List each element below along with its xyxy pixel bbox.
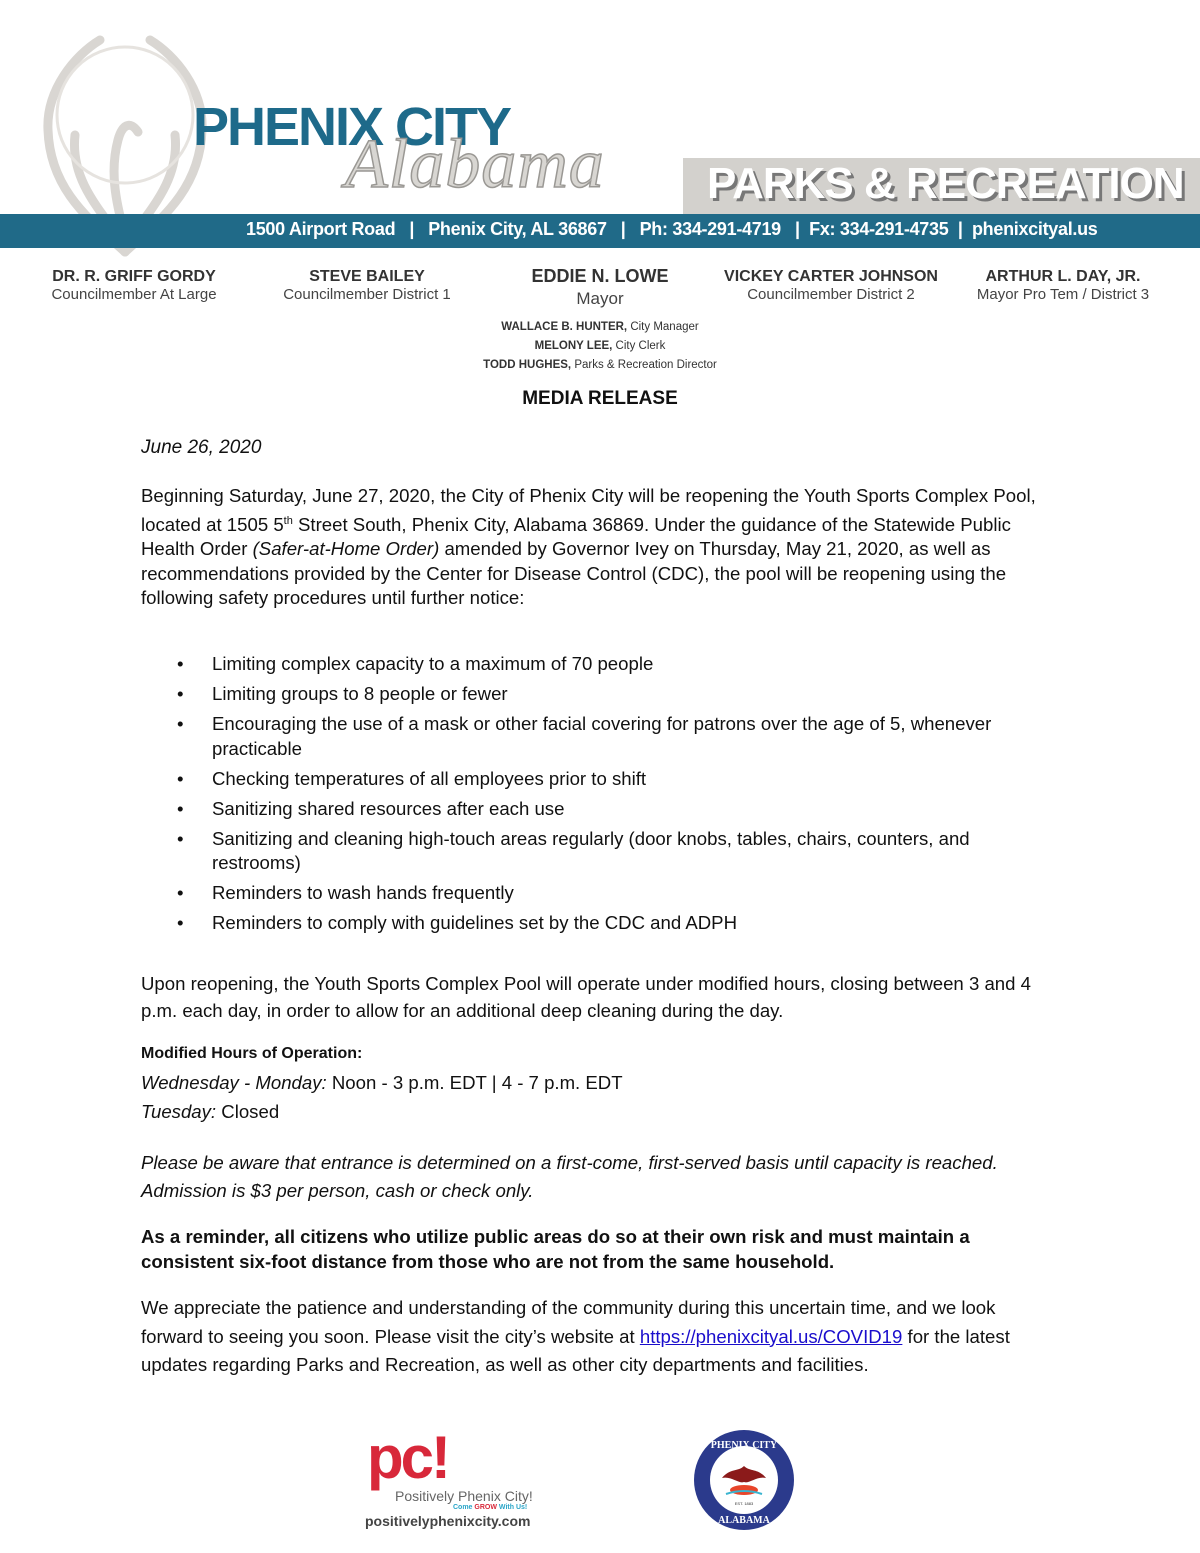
mayor-name: EDDIE N. LOWE (531, 266, 669, 286)
positively-phenix-city-logo (365, 1424, 565, 1538)
mayor-title: Mayor (576, 289, 624, 308)
official-mayor (490, 266, 710, 309)
pc-tagline: Positively Phenix City! (395, 1488, 533, 1504)
official-title: Councilmember District 1 (283, 286, 451, 303)
seal-est-text: EST. 1883 (734, 1501, 754, 1506)
official-title: Mayor Pro Tem / District 3 (976, 286, 1150, 303)
seal-bottom-text: ALABAMA (718, 1515, 770, 1526)
brand-state: Alabama (345, 126, 605, 203)
official-gordy (24, 268, 244, 303)
staff-item: TODD HUGHES, Parks & Recreation Director (483, 359, 717, 371)
hours-row: Wednesday - Monday: Noon - 3 p.m. EDT | 4 - 7 p.m. EDT (141, 1072, 623, 1093)
covid19-link[interactable]: https://phenixcityal.us/COVID19 (639, 1325, 903, 1347)
department-name: PARKS & RECREATION (707, 159, 1184, 208)
safety-procedures-list (141, 652, 1061, 941)
admission-note: Please be aware that entrance is determined on a first-come, first-served basis until capacity is reached. Admission is $3 per person, cash or check only. (141, 1152, 998, 1201)
hours-heading: Modified Hours of Operation: (141, 1045, 363, 1062)
release-date: June 26, 2020 (141, 437, 262, 458)
staff-item: MELONY LEE, City Clerk (534, 340, 666, 352)
official-name: VICKEY CARTER JOHNSON (724, 268, 938, 285)
official-name: STEVE BAILEY (309, 268, 425, 285)
distance-reminder: As a reminder, all citizens who utilize public areas do so at their own risk and must maintain a consistent six-foot distance from those who are not from the same household. (141, 1226, 970, 1272)
list-item: • Limiting complex capacity to a maximum of 70 people (141, 652, 1061, 677)
brand-name: PHENIX CITY (193, 97, 511, 157)
list-item: • Checking temperatures of all employees prior to shift (141, 767, 1061, 792)
closing-paragraph: We appreciate the patience and understanding of the community during this uncertain time, and we look forward to seeing you soon. Please visit the city’s website at https://phenixcityal.us/COVID19 for the latest updates regarding Parks and Recreation, as well as other city departments and facilities. (141, 1297, 1010, 1375)
official-day (953, 268, 1173, 303)
list-item: • Sanitizing shared resources after each use (141, 797, 1061, 822)
list-item: • Encouraging the use of a mask or other facial covering for patrons over the age of 5, whenever practicable (141, 712, 1061, 761)
release-heading: MEDIA RELEASE (522, 388, 678, 409)
official-title: Councilmember At Large (51, 286, 217, 303)
list-item: • Sanitizing and cleaning high-touch areas regularly (door knobs, tables, chairs, counters, and restrooms) (141, 827, 1061, 876)
intro-paragraph: Beginning Saturday, June 27, 2020, the City of Phenix City will be reopening the Youth Sports Complex Pool, located at 1505 5th Street South, Phenix City, Alabama 36869. Under the guidance of the Statewide Public Health Order (Safer-at-Home Order) amended by Governor Ivey on Thursday, May 21, 2020, as well as recommendations provided by the Center for Disease Control (CDC), the pool will be reopening using the following safety procedures until further notice: (141, 485, 1036, 609)
official-title: Councilmember District 2 (747, 286, 915, 303)
official-name: DR. R. GRIFF GORDY (52, 268, 216, 285)
official-johnson (721, 268, 941, 303)
seal-top-text: PHENIX CITY (710, 1440, 778, 1451)
pc-url: positivelyphenixcity.com (365, 1513, 531, 1529)
pc-subtagline: Come GROW With Us! (453, 1504, 528, 1511)
staff-list (440, 318, 760, 375)
official-name: ARTHUR L. DAY, JR. (985, 268, 1141, 285)
list-item: • Reminders to comply with guidelines set by the CDC and ADPH (141, 911, 1061, 936)
list-item: • Reminders to wash hands frequently (141, 881, 1061, 906)
hours-row: Tuesday: Closed (141, 1101, 280, 1122)
contact-info: 1500 Airport Road | Phenix City, AL 36867 | Ph: 334-291-4719 | Fx: 334-291-4735 | phenixcityal.us (246, 219, 1098, 239)
staff-item: WALLACE B. HUNTER, City Manager (501, 321, 699, 333)
official-bailey (257, 268, 477, 303)
city-seal-icon (692, 1428, 796, 1532)
list-item: • Limiting groups to 8 people or fewer (141, 682, 1061, 707)
pc-mark: pc! (367, 1424, 448, 1491)
modified-hours-note: Upon reopening, the Youth Sports Complex Pool will operate under modified hours, closing between 3 and 4 p.m. each day, in order to allow for an additional deep cleaning during the day. (141, 973, 1031, 1021)
